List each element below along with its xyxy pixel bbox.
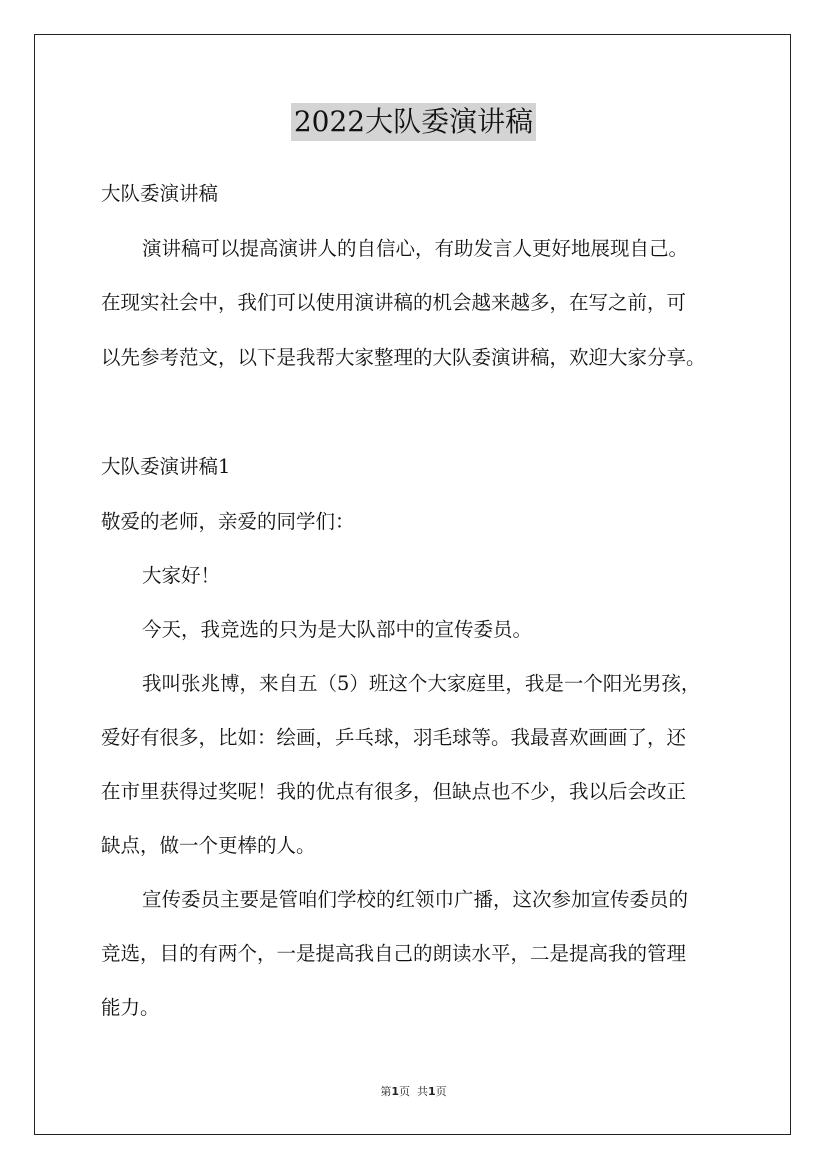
- total-pages: 1: [428, 1085, 436, 1098]
- page-footer: [0, 1083, 827, 1099]
- salutation: 敬爱的老师，亲爱的同学们：: [101, 510, 355, 533]
- page-prefix: 第: [380, 1085, 392, 1098]
- title-wrap: [0, 103, 827, 141]
- paragraph-line: 在现实社会中，我们可以使用演讲稿的机会越来越多，在写之前，可: [101, 291, 687, 314]
- paragraph-line: 我叫张兆博，来自五（5）班这个大家庭里，我是一个阳光男孩，: [142, 672, 701, 695]
- section-heading: 大队委演讲稿1: [101, 455, 231, 478]
- paragraph-line: 能力。: [101, 996, 160, 1019]
- paragraph-line: 以先参考范文，以下是我帮大家整理的大队委演讲稿，欢迎大家分享。: [101, 346, 706, 369]
- paragraph-line: 演讲稿可以提高演讲人的自信心，有助发言人更好地展现自己。: [142, 237, 689, 260]
- paragraph-line: 爱好有很多，比如：绘画，乒乓球，羽毛球等。我最喜欢画画了，还: [101, 726, 687, 749]
- section-heading: 大队委演讲稿: [101, 182, 219, 205]
- paragraph-line: 缺点，做一个更棒的人。: [101, 834, 316, 857]
- page-suffix: 页: [399, 1085, 410, 1098]
- total-prefix: 共: [417, 1085, 428, 1098]
- paragraph-line: 宣传委员主要是管咱们学校的红领巾广播，这次参加宣传委员的: [142, 888, 689, 911]
- paragraph-line: 今天，我竞选的只为是大队部中的宣传委员。: [142, 618, 533, 641]
- greeting: 大家好！: [142, 564, 221, 587]
- document-title: 2022大队委演讲稿: [291, 103, 536, 141]
- total-suffix: 页: [435, 1085, 447, 1098]
- page-number: 1: [391, 1085, 399, 1098]
- paragraph-line: 竞选，目的有两个，一是提高我自己的朗读水平，二是提高我的管理: [101, 942, 687, 965]
- paragraph-line: 在市里获得过奖呢！我的优点有很多，但缺点也不少，我以后会改正: [101, 780, 687, 803]
